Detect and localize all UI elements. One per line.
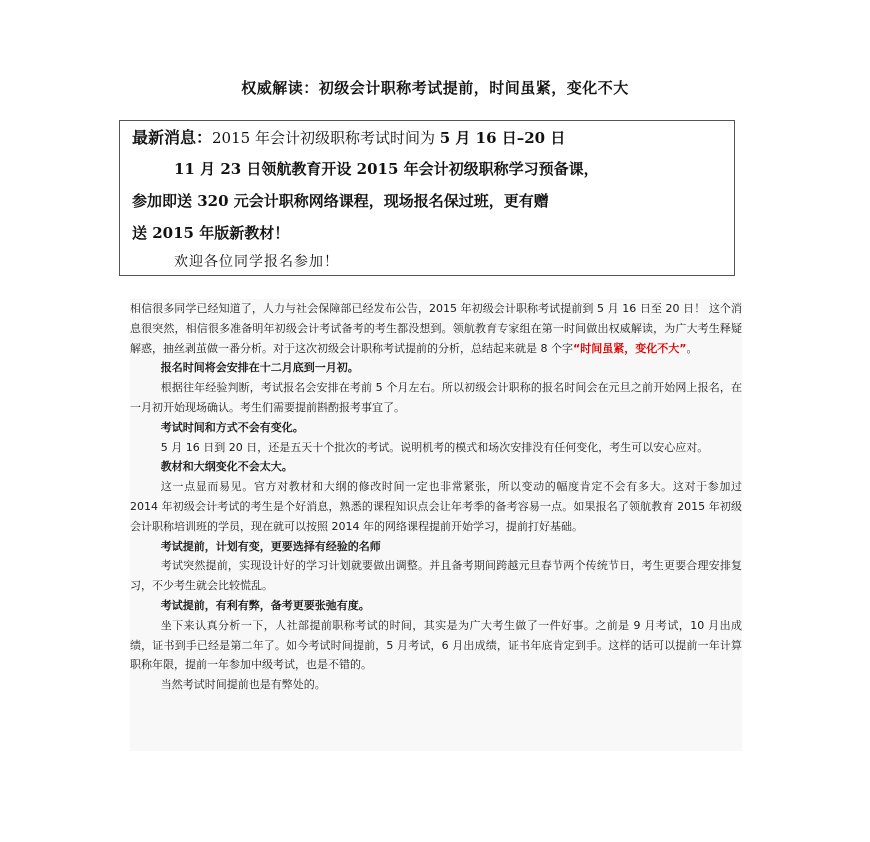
section-body: 坐下来认真分析一下，人社部提前职称考试的时间，其实是为广大考生做了一件好事。之前是 9 月考试，10 月出成绩，证书到手已经是第二年了。如今考试时间提前，5 月考试，6 月出成绩，证书年底肯定到手。这样的话可以提前一年计算职称年限，提前一年参加中级考试，也是不错的。 xyxy=(130,618,742,672)
section-body: 这一点显而易见。官方对教材和大纲的修改时间一定也非常紧张，所以变动的幅度肯定不会有多大。这对于参加过 2014 年初级会计考试的考生是个好消息，熟悉的课程知识点会让年考季的备考容易一点。如果报名了领航教育 2015 年初级会计职称培训班的学员，现在就可以按照 2014 年的网络课程提前开始学习，提前打好基础。 xyxy=(130,480,742,533)
news-promo xyxy=(132,153,724,249)
promo-line: 送 2015 年版新教材！ xyxy=(132,224,290,242)
article-body xyxy=(130,299,742,751)
intro-suffix: 。 xyxy=(686,341,698,355)
article-closing: 当然考试时间提前也是有弊处的。 xyxy=(160,678,326,692)
section-body: 5 月 16 日到 20 日，还是五天十个批次的考试。说明机考的模式和场次安排没有任何变化，考生可以安心应对。 xyxy=(160,440,709,454)
section-body: 根据往年经验判断，考试报名会安排在考前 5 个月左右。所以初级会计职称的报名时间会在元旦之前开始网上报名，在一月初开始现场确认。考生们需要提前斟酌报考事宜了。 xyxy=(130,381,742,414)
news-line1-text: 2015 年会计初级职称考试时间为 xyxy=(212,129,435,147)
section-body: 考试突然提前，实现设计好的学习计划就要做出调整。并且备考期间跨越元旦春节两个传统节日，考生更要合理安排复习，不少考生就会比较慌乱。 xyxy=(130,559,742,593)
page-title: 权威解读：初级会计职称考试提前，时间虽紧，变化不大 xyxy=(241,79,629,97)
news-label: 最新消息： xyxy=(132,128,213,147)
section-heading: 考试时间和方式不会有变化。 xyxy=(160,420,304,434)
section-heading: 教材和大纲变化不会太大。 xyxy=(160,460,293,474)
news-exam-date: 5 月 16 日–20 日 xyxy=(439,129,566,147)
section-heading: 报名时间将会安排在十二月底到一月初。 xyxy=(160,361,359,375)
section-heading: 考试提前，有利有弊，备考更要张弛有度。 xyxy=(160,598,370,612)
section-heading: 考试提前，计划有变，更要选择有经验的名师 xyxy=(160,539,381,553)
promo-line: 11 月 23 日领航教育开设 2015 年会计初级职称学习预备课， xyxy=(174,160,599,178)
news-box xyxy=(119,120,735,276)
promo-line: 参加即送 320 元会计职称网络课程，现场报名保过班，更有赠 xyxy=(132,192,549,210)
news-welcome: 欢迎各位同学报名参加！ xyxy=(174,254,339,270)
intro-text: 相信很多同学已经知道了，人力与社会保障部已经发布公告，2015 年初级会计职称考试提前到 5 月 16 日至 20 日！ 这个消息很突然，相信很多准备明年初级会计考试备考的考生都没想到。领航教育专家组在第一时间做出权威解读，为广大考生释疑解惑，抽丝剥茧做一番分析。对于这次初级会计职称考试提前的分析，总结起来就是 8 个字 xyxy=(130,302,742,355)
news-headline xyxy=(132,127,724,149)
intro-highlight: “时间虽紧，变化不大” xyxy=(573,341,687,355)
article-intro xyxy=(130,299,742,358)
